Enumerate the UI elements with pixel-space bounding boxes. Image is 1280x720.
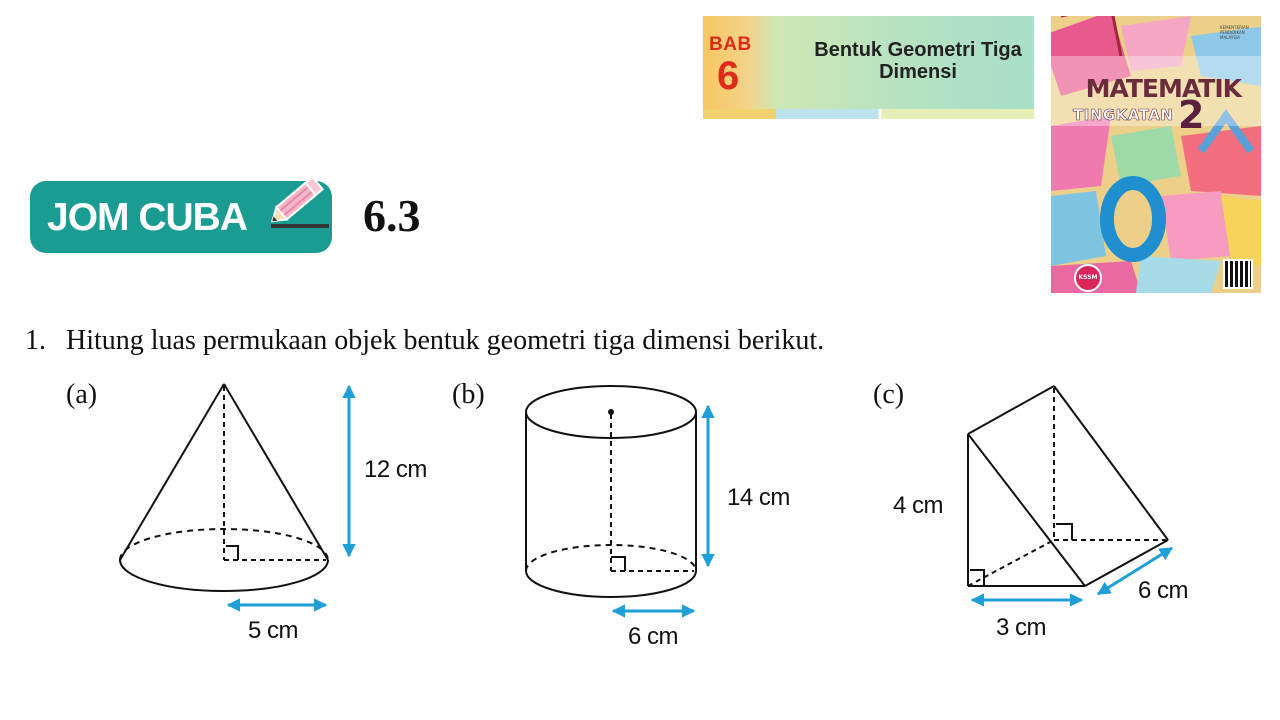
question-number: 1. (25, 325, 46, 356)
chapter-title-line2: Dimensi (879, 61, 957, 83)
prism-base-label: 3 cm (996, 614, 1047, 641)
cone-height-label: 12 cm (364, 456, 427, 483)
prism-length-label: 6 cm (1138, 577, 1189, 604)
bab-label: BAB (709, 34, 752, 55)
cylinder-radius-label: 6 cm (628, 623, 679, 650)
cone-radius-label: 5 cm (248, 617, 299, 644)
question-text: Hitung luas permukaan objek bentuk geometri tiga dimensi berikut. (66, 325, 825, 356)
cylinder-center-dot (608, 409, 614, 415)
part-c-label: (c) (873, 379, 905, 410)
cover-publisher: KEMENTERIAN PENDIDIKAN MALAYSIA (1220, 25, 1249, 40)
jom-cuba-label: JOM CUBA (47, 196, 248, 239)
kssm-badge: KSSM (1074, 264, 1102, 292)
part-a-label: (a) (66, 379, 98, 410)
activity-number: 6.3 (363, 190, 421, 241)
cylinder-figure (526, 386, 696, 597)
prism-height-label: 4 cm (893, 492, 944, 519)
bab-number: 6 (717, 54, 740, 98)
cover-grade: 2 (1178, 93, 1205, 137)
part-b-label: (b) (452, 379, 485, 410)
cover-title: MATEMATIK (1085, 74, 1241, 103)
cover-subtitle: TINGKATAN (1073, 106, 1174, 124)
chapter-title-line1: Bentuk Geometri Tiga (814, 39, 1022, 61)
prism-figure (968, 386, 1168, 586)
cylinder-height-label: 14 cm (727, 484, 790, 511)
cone-figure (120, 384, 328, 591)
